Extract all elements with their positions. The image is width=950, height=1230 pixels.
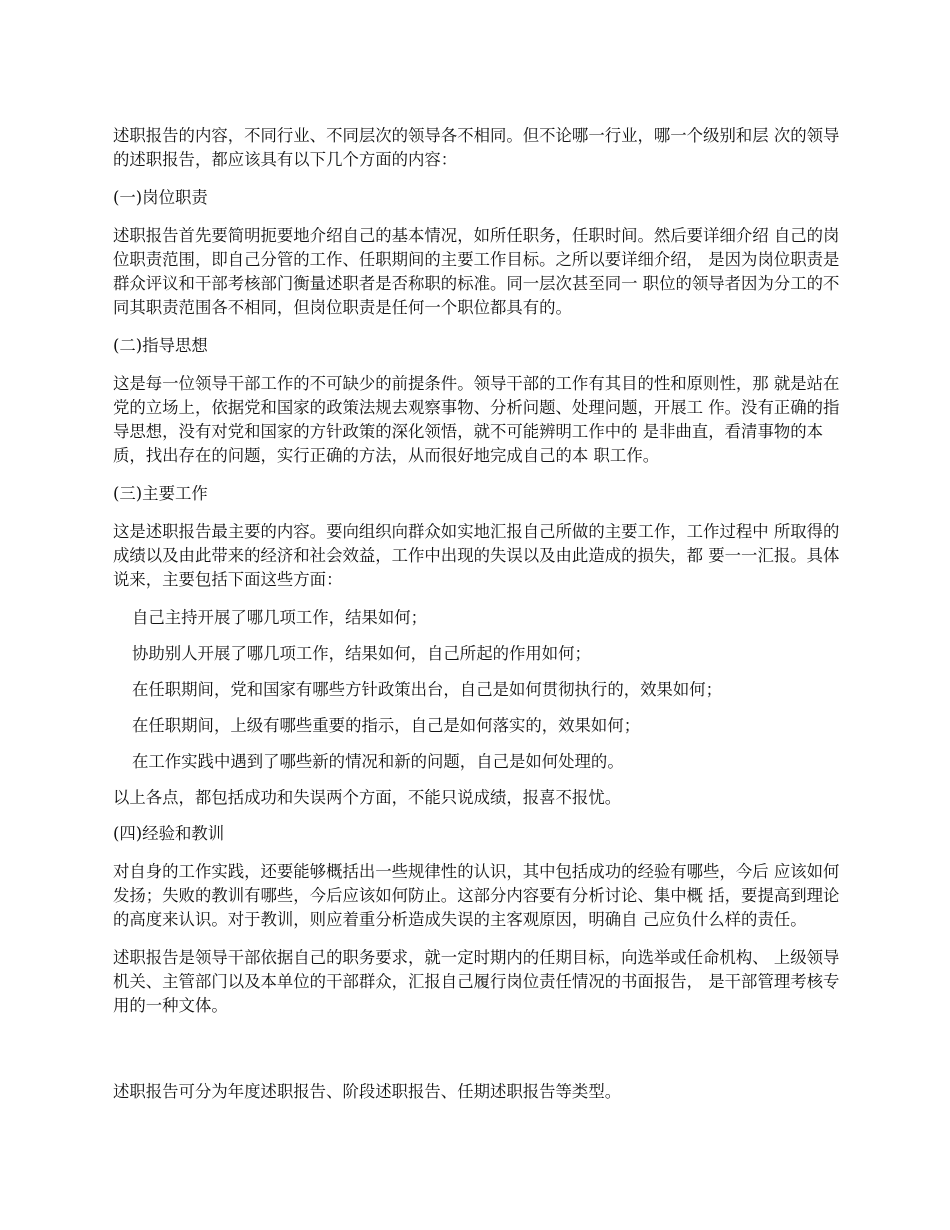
job-duties-paragraph: 述职报告首先要简明扼要地介绍自己的基本情况，如所任职务，任职时间。然后要详细介绍 自己的岗位职责范围，即自己分管的工作、任职期间的主要工作目标。之所以要详细介绍， 是因为岗位职责是群众评议和干部考核部门衡量述职者是否称职的标准。同一层次甚至同一 职位的领导者因为分工的不同其职责范围各不相同，但岗位职责是任何一个职位都具有的。 [113,226,840,317]
definition-paragraph: 述职报告是领导干部依据自己的职务要求，就一定时期内的任期目标，向选举或任命机构、 上级领导机关、主管部门以及本单位的干部群众，汇报自己履行岗位责任情况的书面报告， 是干部管理考核专用的一种文体。 [113,948,840,1015]
section-heading-job-duties: (一)岗位职责 [113,188,208,207]
list-item: 在工作实践中遇到了哪些新的情况和新的问题，自己是如何处理的。 [132,752,624,771]
intro-paragraph: 述职报告的内容，不同行业、不同层次的领导各不相同。但不论哪一行业，哪一个级别和层 次的领导的述职报告，都应该具有以下几个方面的内容： [113,126,840,169]
main-work-paragraph: 这是述职报告最主要的内容。要向组织向群众如实地汇报自己所做的主要工作，工作过程中 所取得的成绩以及由此带来的经济和社会效益，工作中出现的失误以及由此造成的损失，都 要一一汇报。具体说来，主要包括下面这些方面： [113,522,840,589]
list-item: 在任职期间，党和国家有哪些方针政策出台，自己是如何贯彻执行的，效果如何； [132,680,723,699]
section-heading-lessons: (四)经验和教训 [113,824,225,843]
list-item: 在任职期间，上级有哪些重要的指示，自己是如何落实的，效果如何； [132,716,641,735]
main-work-summary: 以上各点，都包括成功和失误两个方面，不能只说成绩，报喜不报忧。 [113,788,622,807]
types-paragraph: 述职报告可分为年度述职报告、阶段述职报告、任期述职报告等类型。 [113,1082,622,1101]
lessons-paragraph: 对自身的工作实践，还要能够概括出一些规律性的认识，其中包括成功的经验有哪些，今后 应该如何发扬；失败的教训有哪些，今后应该如何防止。这部分内容要有分析讨论、集中概 括，要提高到理论的高度来认识。对于教训，则应着重分析造成失误的主客观原因，明确自 己应负什么样的责任。 [113,862,840,929]
list-item: 自己主持开展了哪几项工作，结果如何； [132,608,428,627]
section-heading-guiding-ideology: (二)指导思想 [113,336,208,355]
document-page [113,124,841,1104]
list-item: 协助别人开展了哪几项工作，结果如何，自己所起的作用如何； [132,644,591,663]
section-heading-main-work: (三)主要工作 [113,484,208,503]
guiding-ideology-paragraph: 这是每一位领导干部工作的不可缺少的前提条件。领导干部的工作有其目的性和原则性，那 就是站在党的立场上，依据党和国家的政策法规去观察事物、分析问题、处理问题，开展工 作。没有正确的指导思想，没有对党和国家的方针政策的深化领悟，就不可能辨明工作中的 是非曲直，看清事物的本质，找出存在的问题，实行正确的方法，从而很好地完成自己的本 职工作。 [113,374,840,465]
